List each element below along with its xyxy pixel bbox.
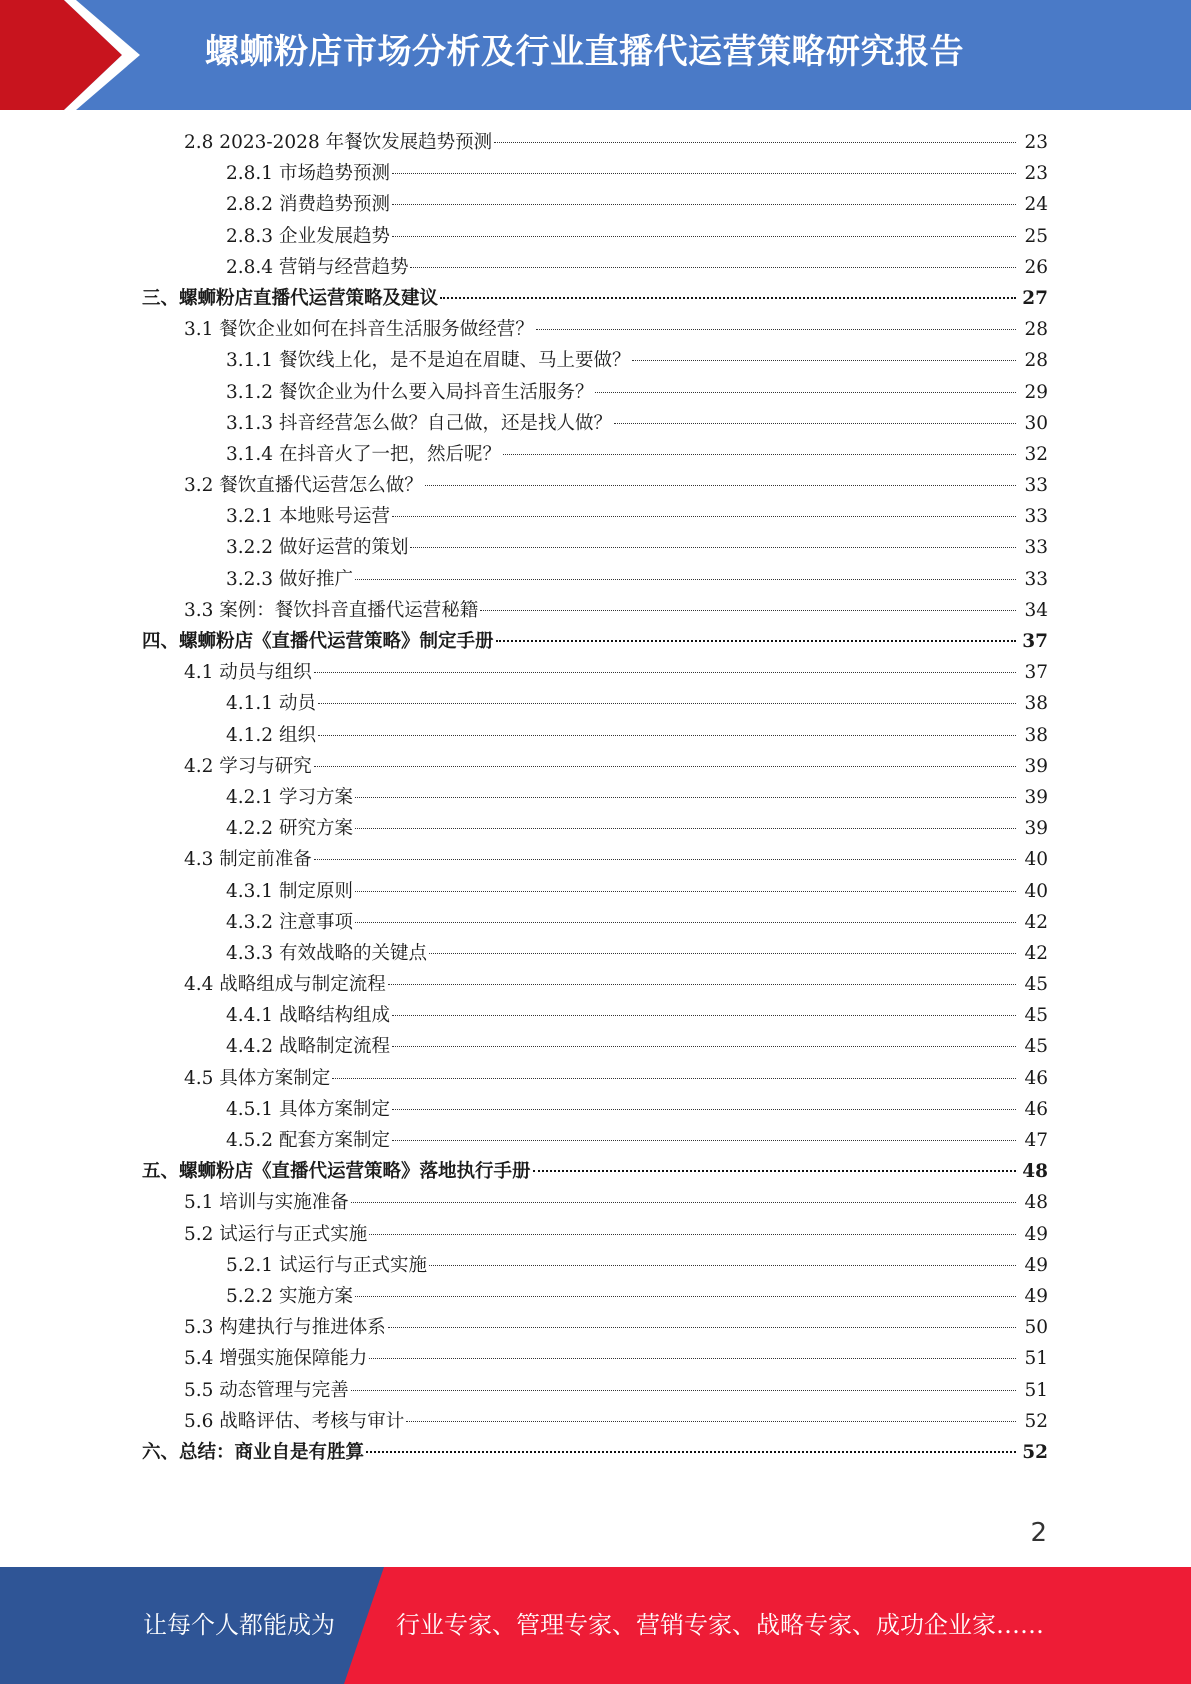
toc-entry-label: 2.8 2023-2028 年餐饮发展趋势预测 [184,132,493,153]
toc-entry-label: 三、螺蛳粉店直播代运营策略及建议 [142,287,439,309]
toc-entry[interactable] [0,1156,1191,1187]
toc-entry-label: 4.3.3 有效战略的关键点 [226,942,427,964]
toc-entry-label: 3.2.2 做好运营的策划 [226,537,409,559]
toc-entry-label: 5.1 培训与实施准备 [184,1192,349,1214]
toc-entry-page: 52 [1022,1441,1048,1463]
toc-entry-page: 27 [1022,287,1048,309]
toc-entry[interactable] [0,1375,1191,1406]
toc-entry[interactable] [0,626,1191,657]
toc-dot-leader [318,735,1016,736]
toc-entry-label: 2.8.1 市场趋势预测 [226,163,390,185]
toc-entry-label: 4.2.1 学习方案 [226,786,353,808]
toc-entry-page: 24 [1024,194,1048,216]
toc-dot-leader [440,297,1016,299]
toc-dot-leader [595,392,1016,393]
toc-entry[interactable] [0,688,1191,719]
toc-dot-leader [392,236,1016,237]
toc-dot-leader [410,547,1016,548]
toc-entry[interactable] [0,1281,1191,1312]
toc-entry-label: 4.3.1 制定原则 [226,880,353,902]
toc-entry[interactable] [0,969,1191,1000]
toc-entry[interactable] [0,1063,1191,1094]
page-header [0,0,1191,110]
toc-entry-page: 51 [1024,1379,1048,1401]
toc-entry[interactable] [0,1031,1191,1062]
toc-dot-leader [496,640,1016,642]
page-footer [0,1567,1191,1684]
footer-slogan-left: 让每个人都能成为 [143,1611,335,1639]
toc-entry-label: 5.4 增强实施保障能力 [184,1348,368,1370]
toc-entry-label: 4.4.1 战略结构组成 [226,1005,390,1027]
toc-entry-page: 33 [1024,506,1048,528]
toc-entry-label: 五、螺蛳粉店《直播代运营策略》落地执行手册 [142,1161,531,1183]
toc-entry-label: 4.5.1 具体方案制定 [226,1098,390,1120]
toc-dot-leader [366,1451,1016,1453]
toc-entry-page: 46 [1024,1098,1048,1120]
toc-dot-leader [355,579,1016,580]
toc-entry-page: 39 [1024,755,1048,777]
toc-entry-page: 33 [1024,568,1048,590]
toc-entry[interactable] [0,252,1191,283]
toc-dot-leader [392,1140,1016,1141]
toc-dot-leader [533,1170,1016,1172]
toc-entry-label: 4.2 学习与研究 [184,755,312,777]
toc-entry[interactable] [0,345,1191,376]
toc-dot-leader [314,766,1016,767]
toc-entry-label: 3.3 案例：餐饮抖音直播代运营秘籍 [184,599,479,621]
toc-dot-leader [355,828,1016,829]
toc-dot-leader [429,1265,1016,1266]
toc-entry-page: 28 [1024,350,1048,372]
toc-entry-page: 49 [1024,1223,1048,1245]
toc-dot-leader [369,1358,1016,1359]
toc-entry[interactable] [0,377,1191,408]
toc-entry[interactable] [0,782,1191,813]
toc-entry-page: 39 [1024,818,1048,840]
toc-entry-page: 32 [1024,443,1048,465]
toc-dot-leader [314,672,1016,673]
toc-entry[interactable] [0,127,1191,158]
toc-dot-leader [392,516,1016,517]
toc-entry-page: 46 [1024,1067,1048,1089]
toc-entry-label: 2.8.4 营销与经营趋势 [226,256,409,278]
toc-dot-leader [410,267,1016,268]
toc-entry-label: 5.2.2 实施方案 [226,1285,353,1307]
toc-entry[interactable] [0,1343,1191,1374]
toc-entry-label: 4.5 具体方案制定 [184,1067,331,1089]
toc-dot-leader [369,1234,1016,1235]
toc-entry[interactable] [0,439,1191,470]
toc-entry-page: 33 [1024,475,1048,497]
toc-entry-label: 4.1.1 动员 [226,693,316,715]
toc-entry[interactable] [0,314,1191,345]
toc-dot-leader [351,1202,1016,1203]
toc-entry-page: 38 [1024,724,1048,746]
toc-dot-leader [355,922,1016,923]
toc-dot-leader [406,1421,1016,1422]
toc-entry-page: 45 [1024,1036,1048,1058]
toc-entry-label: 5.3 构建执行与推进体系 [184,1317,386,1339]
toc-entry[interactable] [0,907,1191,938]
toc-dot-leader [355,797,1016,798]
toc-dot-leader [355,891,1016,892]
toc-entry-page: 29 [1024,381,1048,403]
toc-entry[interactable] [0,189,1191,220]
toc-entry[interactable] [0,751,1191,782]
footer-slogan-right: 行业专家、管理专家、营销专家、战略专家、成功企业家…… [396,1611,1044,1639]
toc-entry[interactable] [0,876,1191,907]
toc-entry[interactable] [0,1000,1191,1031]
toc-dot-leader [392,1015,1016,1016]
toc-entry[interactable] [0,720,1191,751]
toc-entry-page: 30 [1024,412,1048,434]
toc-entry[interactable] [0,595,1191,626]
toc-dot-leader [351,1390,1016,1391]
toc-entry[interactable] [0,221,1191,252]
toc-entry-page: 49 [1024,1254,1048,1276]
toc-entry[interactable] [0,1219,1191,1250]
toc-entry-page: 52 [1024,1410,1048,1432]
toc-entry-page: 40 [1024,880,1048,902]
toc-entry[interactable] [0,1094,1191,1125]
toc-entry-page: 38 [1024,693,1048,715]
toc-entry-page: 51 [1024,1348,1048,1370]
toc-dot-leader [614,423,1016,424]
toc-entry-page: 48 [1024,1192,1048,1214]
report-title: 螺蛳粉店市场分析及行业直播代运营策略研究报告 [205,32,964,72]
toc-dot-leader [388,984,1016,985]
toc-entry-label: 4.1.2 组织 [226,724,316,746]
toc-entry-label: 3.1 餐饮企业如何在抖音生活服务做经营？ [184,319,534,341]
toc-entry[interactable] [0,408,1191,439]
toc-entry-page: 26 [1024,256,1048,278]
toc-entry[interactable] [0,1437,1191,1468]
toc-dot-leader [318,703,1016,704]
toc-entry-page: 49 [1024,1285,1048,1307]
toc-entry[interactable] [0,283,1191,314]
toc-entry-page: 45 [1024,974,1048,996]
toc-entry-label: 2.8.3 企业发展趋势 [226,225,390,247]
toc-dot-leader [480,610,1016,611]
toc-entry-label: 4.3.2 注意事项 [226,911,353,933]
toc-entry-label: 5.2.1 试运行与正式实施 [226,1254,427,1276]
toc-entry-label: 3.1.1 餐饮线上化，是不是迫在眉睫、马上要做？ [226,350,631,372]
toc-entry-page: 45 [1024,1005,1048,1027]
toc-entry-label: 4.2.2 研究方案 [226,818,353,840]
toc-entry[interactable] [0,938,1191,969]
toc-entry[interactable] [0,501,1191,532]
toc-entry-page: 33 [1024,537,1048,559]
toc-entry-label: 5.2 试运行与正式实施 [184,1223,368,1245]
toc-entry[interactable] [0,844,1191,875]
toc-entry-page: 40 [1024,849,1048,871]
toc-entry[interactable] [0,158,1191,189]
toc-entry[interactable] [0,470,1191,501]
toc-entry-label: 3.1.3 抖音经营怎么做？自己做，还是找人做？ [226,412,612,434]
toc-entry-page: 37 [1022,631,1048,652]
toc-entry[interactable] [0,564,1191,595]
toc-entry[interactable] [0,1312,1191,1343]
toc-entry-label: 4.5.2 配套方案制定 [226,1130,390,1151]
toc-entry[interactable] [0,532,1191,563]
toc-entry-page: 47 [1024,1130,1048,1151]
table-of-contents [0,127,1191,1468]
toc-dot-leader [632,360,1016,361]
toc-dot-leader [494,142,1016,143]
toc-dot-leader [392,1046,1016,1047]
toc-entry-label: 4.1 动员与组织 [184,662,312,684]
toc-entry-label: 六、总结：商业自是有胜算 [142,1441,365,1463]
toc-dot-leader [503,454,1016,455]
toc-entry-page: 39 [1024,786,1048,808]
toc-dot-leader [536,329,1016,330]
toc-dot-leader [429,953,1016,954]
toc-entry-page: 42 [1024,911,1048,933]
header-arrow-decoration [0,0,150,110]
toc-entry-page: 34 [1024,599,1048,621]
toc-dot-leader [425,485,1016,486]
toc-entry-label: 四、螺蛳粉店《直播代运营策略》制定手册 [142,631,494,652]
toc-entry[interactable] [0,657,1191,688]
toc-entry[interactable] [0,813,1191,844]
toc-dot-leader [388,1327,1016,1328]
toc-entry-page: 23 [1024,163,1048,185]
toc-dot-leader [392,204,1016,205]
toc-entry-label: 5.5 动态管理与完善 [184,1379,349,1401]
toc-dot-leader [314,859,1016,860]
toc-entry-label: 4.4 战略组成与制定流程 [184,974,386,996]
toc-entry-page: 25 [1024,225,1048,247]
toc-dot-leader [392,1109,1016,1110]
toc-entry-label: 3.2.3 做好推广 [226,568,353,590]
toc-entry-label: 4.3 制定前准备 [184,849,312,871]
toc-entry-label: 3.1.2 餐饮企业为什么要入局抖音生活服务？ [226,381,594,403]
toc-entry-label: 4.4.2 战略制定流程 [226,1036,390,1058]
toc-entry[interactable] [0,1125,1191,1156]
toc-entry-label: 3.1.4 在抖音火了一把，然后呢？ [226,443,501,465]
toc-entry-page: 28 [1024,319,1048,341]
toc-entry-page: 50 [1024,1317,1048,1339]
toc-entry-label: 5.6 战略评估、考核与审计 [184,1410,405,1432]
toc-entry-label: 3.2.1 本地账号运营 [226,506,390,528]
page-number: 2 [1030,1518,1047,1548]
toc-entry-page: 48 [1022,1161,1048,1183]
toc-entry-page: 42 [1024,942,1048,964]
toc-dot-leader [355,1296,1016,1297]
toc-entry-page: 37 [1024,662,1048,684]
toc-entry[interactable] [0,1250,1191,1281]
toc-dot-leader [332,1078,1016,1079]
toc-entry[interactable] [0,1187,1191,1218]
toc-entry-label: 3.2 餐饮直播代运营怎么做？ [184,475,423,497]
toc-entry[interactable] [0,1406,1191,1437]
toc-entry-label: 2.8.2 消费趋势预测 [226,194,390,216]
toc-entry-page: 23 [1024,132,1048,153]
toc-dot-leader [392,173,1016,174]
